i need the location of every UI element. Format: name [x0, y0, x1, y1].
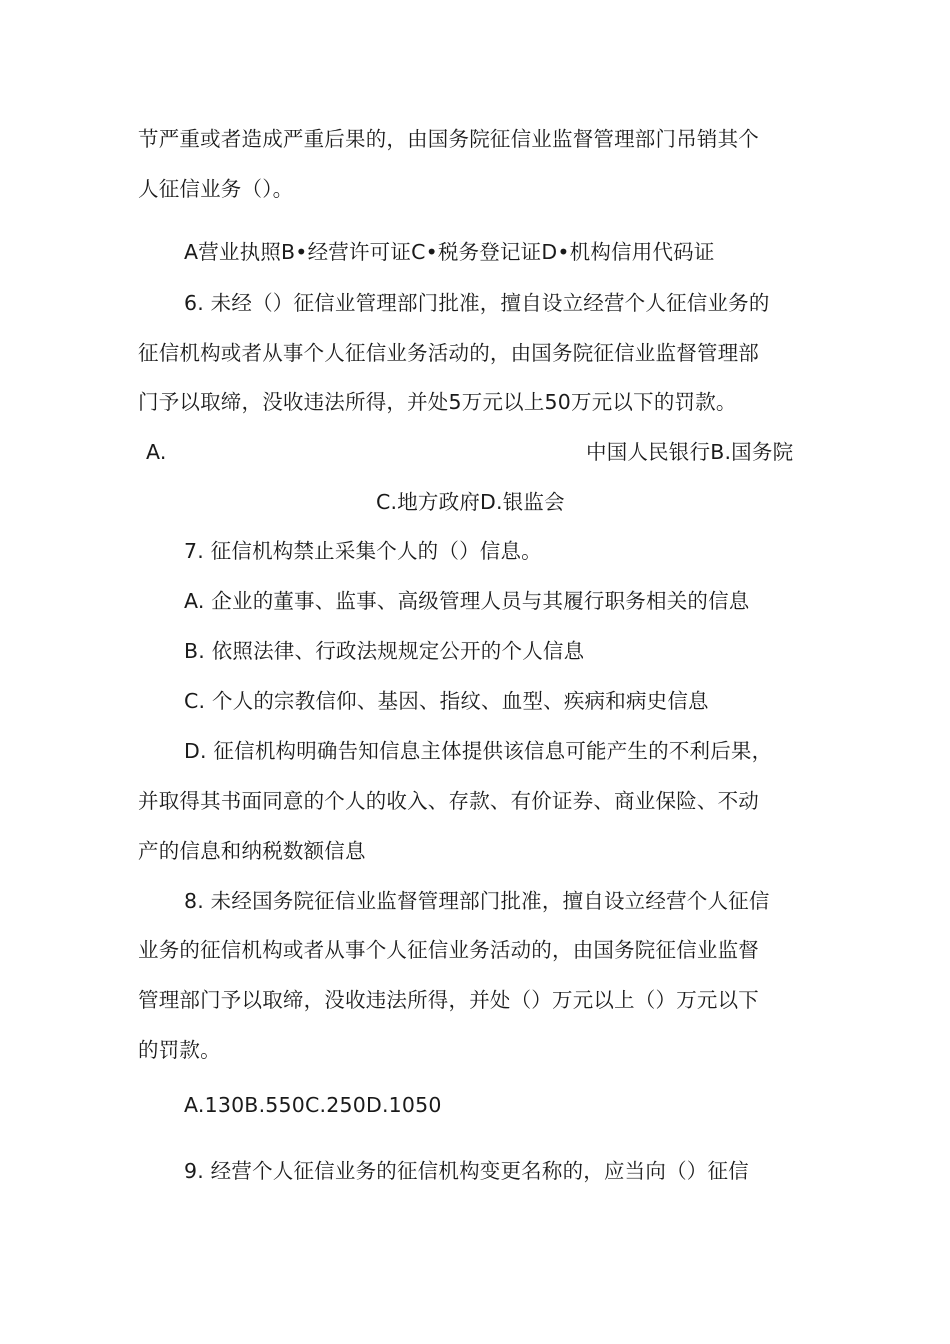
q6-text: 征信机构或者从事个人征信业务活动的，由国务院征信业监督管理部 — [138, 341, 759, 365]
q7-option-d: 产的信息和纳税数额信息 — [138, 839, 366, 863]
text-line: 节严重或者造成严重后果的，由国务院征信业监督管理部门吊销其个 — [138, 127, 759, 151]
q6-option-a-label: A. — [146, 440, 167, 464]
q7-option-d: D. 征信机构明确告知信息主体提供该信息可能产生的不利后果， — [184, 739, 773, 763]
q8-text: 管理部门予以取缔，没收违法所得，并处（）万元以上（）万元以下 — [138, 988, 759, 1012]
q6-text: 6. 未经（）征信业管理部门批准，擅自设立经营个人征信业务的 — [184, 291, 770, 315]
q8-options: A.130B.550C.250D.1050 — [184, 1093, 442, 1117]
q5-options: A营业执照B•经营许可证C•税务登记证D•机构信用代码证 — [184, 240, 715, 264]
q6-options-ab: 中国人民银行B.国务院 — [586, 440, 794, 464]
q9-text: 9. 经营个人征信业务的征信机构变更名称的，应当向（）征信 — [184, 1159, 749, 1183]
q8-text: 8. 未经国务院征信业监督管理部门批准，擅自设立经营个人征信 — [184, 889, 770, 913]
q8-text: 的罚款。 — [138, 1038, 221, 1062]
q7-option-d: 并取得其书面同意的个人的收入、存款、有价证券、商业保险、不动 — [138, 789, 759, 813]
text-line: 人征信业务（）。 — [138, 177, 294, 201]
q7-text: 7. 征信机构禁止采集个人的（）信息。 — [184, 539, 542, 563]
q7-option-b: B. 依照法律、行政法规规定公开的个人信息 — [184, 639, 585, 663]
q7-option-a: A. 企业的董事、监事、高级管理人员与其履行职务相关的信息 — [184, 589, 750, 613]
q7-option-c: C. 个人的宗教信仰、基因、指纹、血型、疾病和病史信息 — [184, 689, 709, 713]
q6-options-cd: C.地方政府D.银监会 — [376, 490, 565, 514]
q6-text: 门予以取缔，没收违法所得，并处5万元以上50万元以下的罚款。 — [138, 390, 737, 414]
q8-text: 业务的征信机构或者从事个人征信业务活动的，由国务院征信业监督 — [138, 938, 759, 962]
